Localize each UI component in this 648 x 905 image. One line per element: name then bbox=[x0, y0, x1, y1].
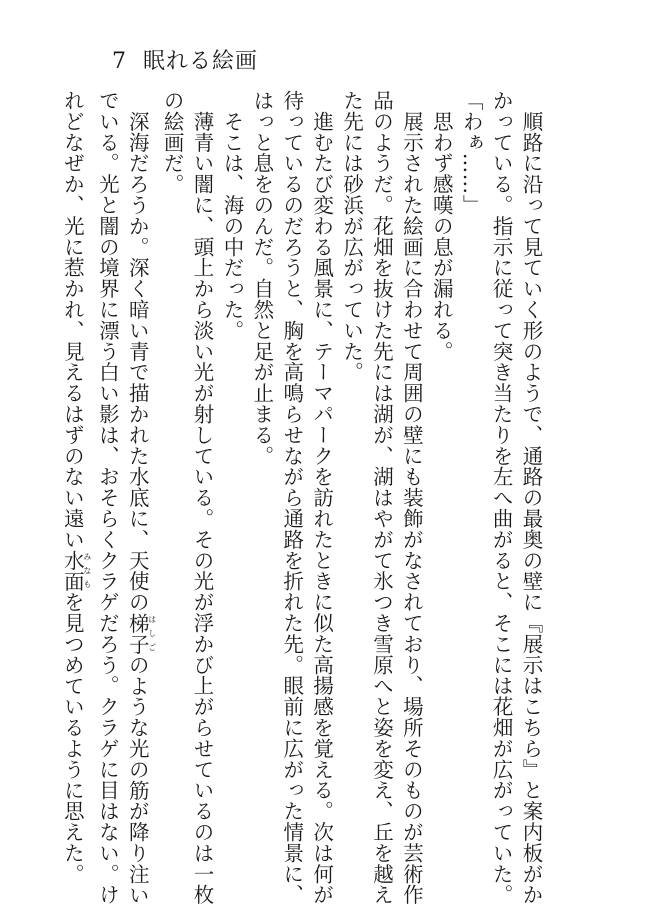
ruby-hashigo bbox=[125, 612, 157, 655]
text-line-14 bbox=[121, 90, 157, 905]
text-line-1: 順路に沿って見ていく形のようで、通路の最奥の壁に『展示はこちら』と案内板がか bbox=[519, 90, 543, 905]
chapter-title: 眠れる絵画 bbox=[143, 49, 259, 74]
ruby-minamo bbox=[60, 549, 92, 592]
running-header bbox=[112, 44, 258, 75]
text-line-10: はっと息をのんだ。自然と足が止まる。 bbox=[249, 90, 274, 467]
ruby-reading: みなも bbox=[82, 549, 92, 592]
text-line-15: でいる。光と闇の境界に漂う白い影は、おそらくクラゲだろう。クラゲに目はない。け bbox=[95, 90, 120, 905]
text-line-9: 待っているのだろうと、胸を高鳴らせながら通路を折れた先。眼前に広がった情景に、 bbox=[279, 90, 304, 905]
ruby-base: 水面 bbox=[60, 549, 85, 592]
ruby-reading: はしご bbox=[147, 612, 157, 655]
text-line-5: 展示された絵画に合わせて周囲の壁にも装飾がなされており、場所そのものが芸術作 bbox=[399, 90, 424, 905]
text-line-8: 進むたび変わる風景に、テーマパークを訪れたときに似た高揚感を覚える。次は何が bbox=[309, 90, 334, 905]
text-line-11: そこは、海の中だった。 bbox=[219, 90, 244, 341]
text-line-3: 「わぁ……」 bbox=[459, 90, 484, 216]
ruby-base: 梯子 bbox=[125, 612, 150, 655]
text-segment: 深海だろうか。深く暗い青で描かれた水底に、天使の bbox=[125, 90, 150, 613]
text-line-7: た先には砂浜が広がっていた。 bbox=[339, 90, 364, 383]
text-line-2: かっている。指示に従って突き当たりを左へ曲がると、そこには花畑が広がっていた。 bbox=[489, 90, 514, 905]
text-line-4: 思わず感嘆の息が漏れる。 bbox=[429, 90, 454, 362]
text-segment: のような光の筋が降り注い bbox=[125, 654, 150, 905]
body-text bbox=[57, 90, 546, 905]
text-line-6: 品のようだ。花畑を抜けた先には湖が、湖はやがて氷つき雪原へと姿を変え、丘を越え bbox=[369, 90, 394, 905]
text-line-12: 薄青い闇に、頭上から淡い光が射している。その光が浮かび上がらせているのは一枚 bbox=[190, 90, 215, 905]
text-line-16 bbox=[57, 90, 92, 885]
text-segment: を見つめているように思えた。 bbox=[60, 591, 85, 885]
text-line-13: の絵画だ。 bbox=[160, 90, 185, 195]
text-segment: れどなぜか、光に惹かれ、見えるはずのない遠い bbox=[60, 90, 85, 550]
page-number: 7 bbox=[112, 49, 127, 74]
